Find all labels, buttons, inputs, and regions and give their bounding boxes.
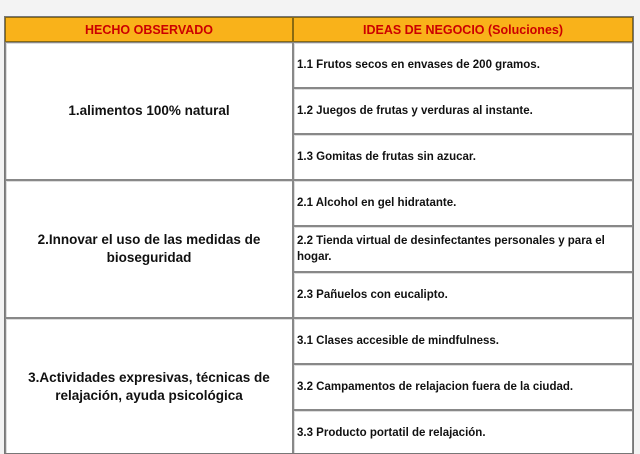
table-row bbox=[5, 180, 633, 226]
table-body bbox=[5, 42, 633, 454]
idea-cell: 2.1 Alcohol en gel hidratante. bbox=[293, 180, 633, 226]
header-row bbox=[5, 17, 633, 42]
idea-cell: 3.2 Campamentos de relajacion fuera de la ciudad. bbox=[293, 364, 633, 410]
business-ideas-table bbox=[5, 17, 633, 454]
business-ideas-sheet bbox=[4, 16, 634, 454]
table-header bbox=[5, 17, 633, 42]
idea-cell: 1.1 Frutos secos en envases de 200 gramos. bbox=[293, 42, 633, 88]
idea-cell: 2.2 Tienda virtual de desinfectantes personales y para el hogar. bbox=[293, 226, 633, 272]
idea-cell: 1.3 Gomitas de frutas sin azucar. bbox=[293, 134, 633, 180]
idea-cell: 1.2 Juegos de frutas y verduras al instante. bbox=[293, 88, 633, 134]
table-row bbox=[5, 42, 633, 88]
idea-cell: 2.3 Pañuelos con eucalipto. bbox=[293, 272, 633, 318]
table-row bbox=[5, 318, 633, 364]
header-ideas: IDEAS DE NEGOCIO (Soluciones) bbox=[293, 17, 633, 42]
fact-cell: 1.alimentos 100% natural bbox=[5, 42, 293, 180]
header-fact: HECHO OBSERVADO bbox=[5, 17, 293, 42]
idea-cell: 3.3 Producto portatil de relajación. bbox=[293, 410, 633, 454]
fact-cell: 2.Innovar el uso de las medidas de bioseguridad bbox=[5, 180, 293, 318]
fact-cell: 3.Actividades expresivas, técnicas de relajación, ayuda psicológica bbox=[5, 318, 293, 454]
idea-cell: 3.1 Clases accesible de mindfulness. bbox=[293, 318, 633, 364]
